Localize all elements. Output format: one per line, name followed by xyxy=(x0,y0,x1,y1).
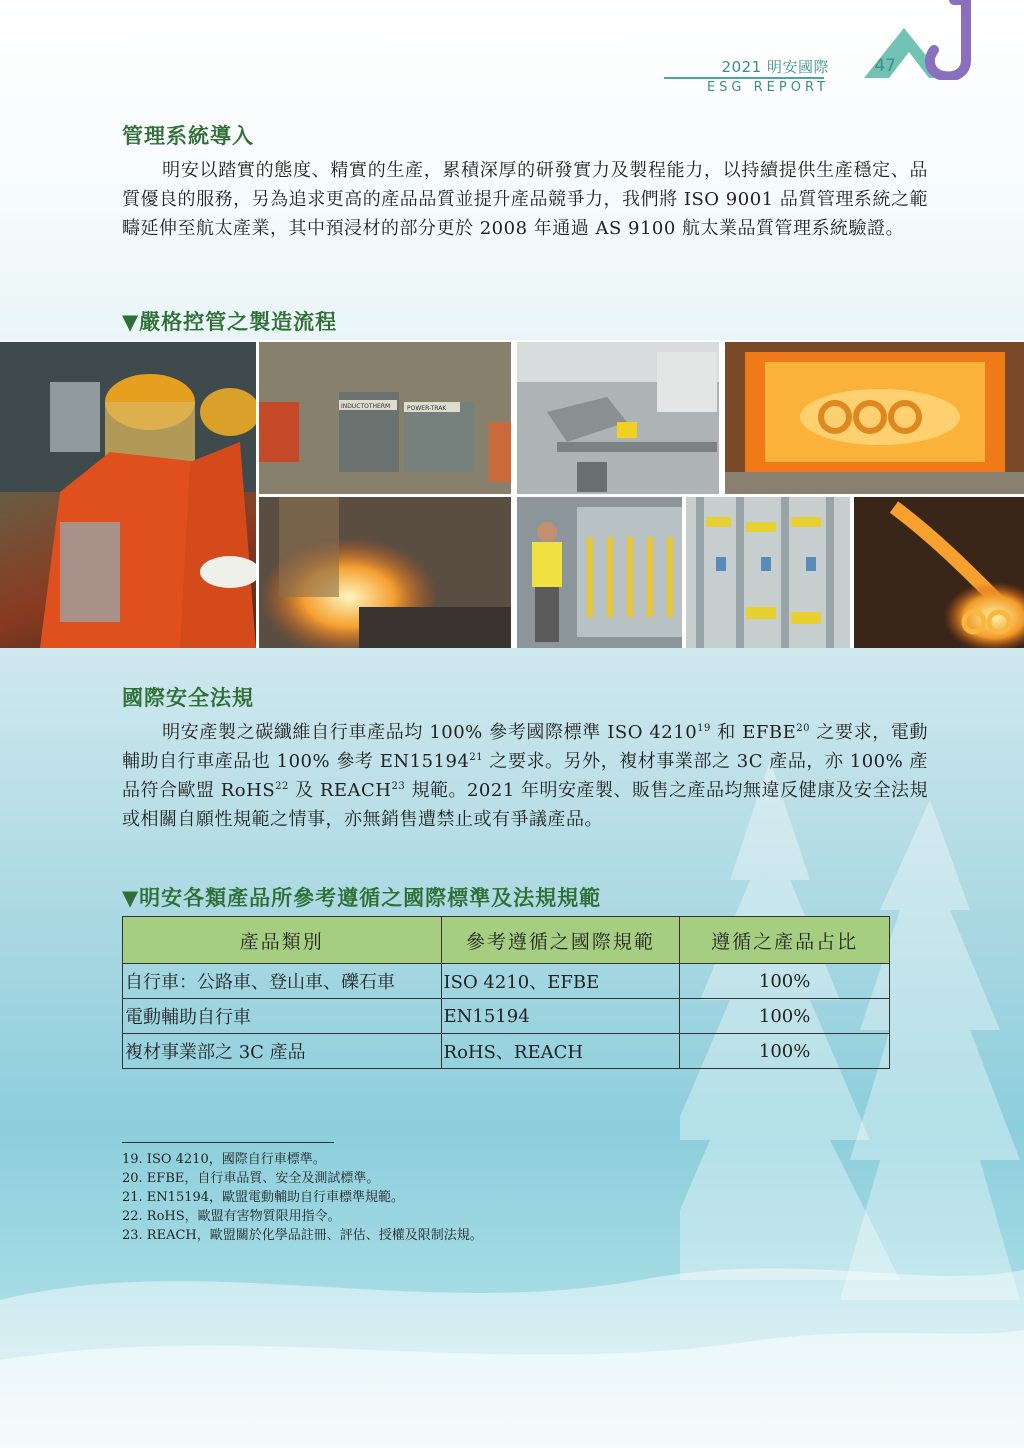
table-cell-category: 電動輔助自行車 xyxy=(123,999,442,1034)
photo-workers-casting xyxy=(0,342,256,648)
table-cell-ratio: 100% xyxy=(680,1034,890,1069)
photo-automation-machine xyxy=(517,342,719,494)
footnotes xyxy=(122,1150,483,1245)
footnote-divider xyxy=(122,1142,334,1143)
safety-text-1: 明安產製之碳纖維自行車產品均 100% 參考國際標準 ISO 4210 xyxy=(162,722,698,743)
table-row xyxy=(123,999,890,1034)
header-rule xyxy=(664,77,824,79)
photo-induction-furnace xyxy=(259,342,511,494)
footnote-item: 21. EN15194，歐盟電動輔助自行車標準規範。 xyxy=(122,1190,405,1205)
footnote-item: 23. REACH，歐盟關於化學品註冊、評估、授權及限制法規。 xyxy=(122,1228,483,1243)
manufacturing-photo-collage xyxy=(0,342,1024,648)
table-header-row xyxy=(123,917,890,964)
table-cell-standard: EN15194 xyxy=(441,999,680,1034)
section-title-manufacturing-process: ▼嚴格控管之製造流程 xyxy=(122,310,338,334)
footnote-ref-22: 22 xyxy=(275,781,289,792)
table-cell-standard: ISO 4210、EFBE xyxy=(441,964,680,999)
table-cell-category: 複材事業部之 3C 產品 xyxy=(123,1034,442,1069)
footnote-ref-19: 19 xyxy=(697,723,711,734)
footnote-item: 20. EFBE，自行車品質、安全及測試標準。 xyxy=(122,1171,380,1186)
safety-text-3: 之要求，電動輔助自行車產品也 100% 參考 EN15194 xyxy=(122,722,928,772)
safety-text-6: 規範。2021 年明安產製、販售之產品均無違反健康及安全法規或相關自願性規範之情事，亦無銷售遭禁止或有爭議產品。 xyxy=(122,780,929,830)
report-subtitle: ESG REPORT xyxy=(706,80,829,95)
photo-pouring-metal xyxy=(259,497,511,648)
page-number: 47 xyxy=(874,56,896,76)
safety-text-2: 和 EFBE xyxy=(710,722,797,743)
table-header-ratio: 遵循之產品占比 xyxy=(680,917,890,964)
table-cell-ratio: 100% xyxy=(680,964,890,999)
photo-molten-pour xyxy=(854,497,1024,648)
table-row xyxy=(123,964,890,999)
section-title-safety-regulations: 國際安全法規 xyxy=(122,686,254,710)
furnace-sign-2: POWER-TRAK xyxy=(407,405,447,412)
safety-regulations-paragraph xyxy=(122,718,928,834)
table-cell-standard: RoHS、REACH xyxy=(441,1034,680,1069)
footnote-item: 22. RoHS，歐盟有害物質限用指令。 xyxy=(122,1209,341,1224)
ad-logo-icon xyxy=(834,0,984,80)
safety-text-5: 及 REACH xyxy=(288,780,392,801)
footnote-ref-20: 20 xyxy=(796,723,810,734)
management-system-text: 明安以踏實的態度、精實的生產，累積深厚的研發實力及製程能力，以持續提供生產穩定、品質優良的服務，另為追求更高的產品品質並提升產品競爭力，我們將 ISO 9001 品質管理系統之範疇延伸至航太產業，其中預浸材的部分更於 2008 年通過 AS 9100 航太業品質管理系統驗證。 xyxy=(122,160,928,239)
page-header xyxy=(664,0,984,110)
photo-worker-production-line xyxy=(517,497,682,648)
section-title-management-system: 管理系統導入 xyxy=(122,124,254,148)
table-cell-category: 自行車：公路車、登山車、礫石車 xyxy=(123,964,442,999)
safety-text-4: 之要求。另外，複材事業部之 3C 產品，亦 100% 產品符合歐盟 RoHS xyxy=(122,751,928,801)
table-header-category: 產品類別 xyxy=(123,917,442,964)
footnote-ref-21: 21 xyxy=(469,752,484,763)
footnote-item: 19. ISO 4210，國際自行車標準。 xyxy=(122,1152,326,1167)
photo-production-racks xyxy=(686,497,850,648)
table-header-standard: 參考遵循之國際規範 xyxy=(441,917,680,964)
report-year-label: 2021 明安國際 xyxy=(721,58,829,76)
table-cell-ratio: 100% xyxy=(680,999,890,1034)
photo-curing-oven xyxy=(725,342,1024,494)
management-system-paragraph xyxy=(122,156,928,243)
section-title-standards-table: ▼明安各類產品所參考遵循之國際標準及法規規範 xyxy=(122,886,602,910)
table-row xyxy=(123,1034,890,1069)
footnote-ref-23: 23 xyxy=(391,781,406,792)
furnace-sign-1: INDUCTOTHERM xyxy=(341,403,391,410)
standards-table xyxy=(122,916,890,1069)
